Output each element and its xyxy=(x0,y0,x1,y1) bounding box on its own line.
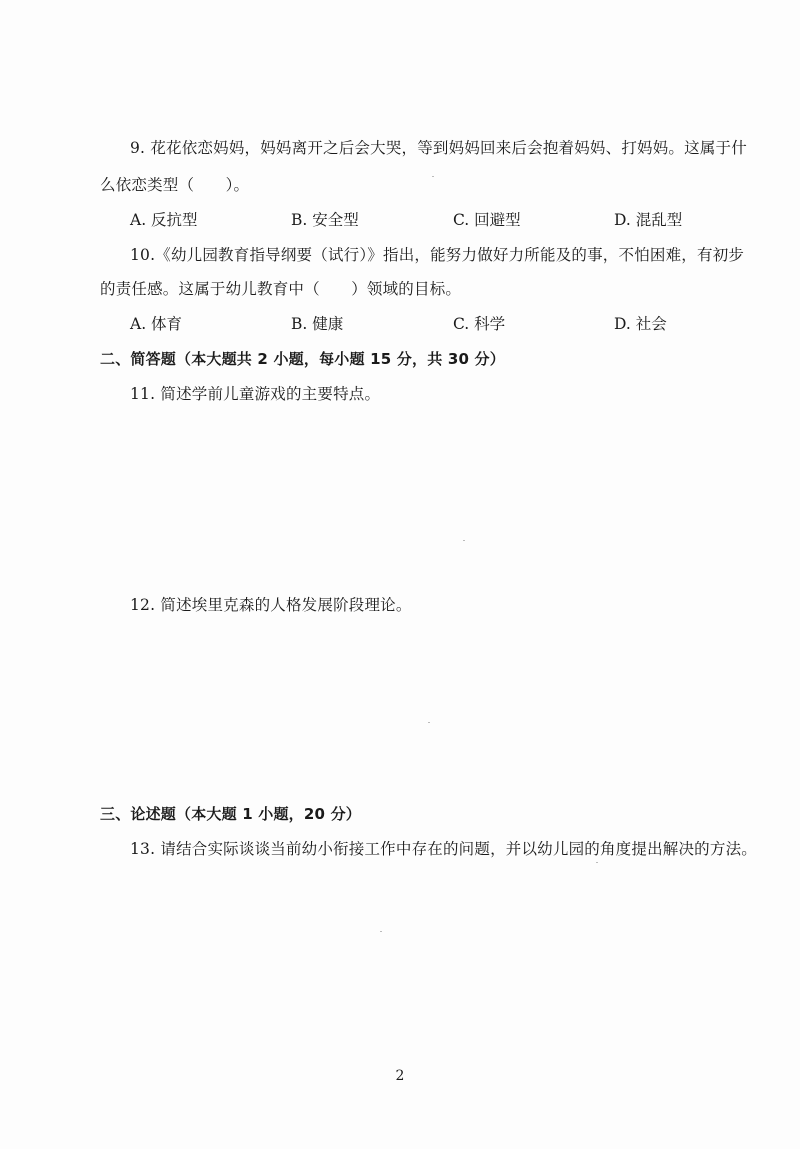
q13-prompt: 13. 请结合实际谈谈当前幼小衔接工作中存在的问题，并以幼儿园的角度提出解决的方法。 xyxy=(130,840,757,858)
q10-option-c: C. 科学 xyxy=(453,315,506,333)
section3-heading: 三、论述题（本大题 1 小题，20 分） xyxy=(100,805,361,823)
q9-option-b: B. 安全型 xyxy=(291,211,359,229)
q10-stem-line2: 的责任感。这属于幼儿教育中（ ）领域的目标。 xyxy=(100,280,462,298)
q10-option-a: A. 体育 xyxy=(130,315,183,333)
q11-prompt: 11. 简述学前儿童游戏的主要特点。 xyxy=(130,385,381,403)
q10-option-d: D. 社会 xyxy=(614,315,667,333)
q9-option-d: D. 混乱型 xyxy=(614,211,683,229)
q9-option-a: A. 反抗型 xyxy=(130,211,198,229)
page-number: 2 xyxy=(395,1068,405,1084)
scan-speck xyxy=(596,862,598,863)
q12-prompt: 12. 简述埃里克森的人格发展阶段理论。 xyxy=(130,596,412,614)
q9-stem-line2: 么依恋类型（ ）。 xyxy=(100,176,250,194)
q9-stem-line1: 9. 花花依恋妈妈，妈妈离开之后会大哭，等到妈妈回来后会抱着妈妈、打妈妈。这属于什 xyxy=(130,139,747,157)
section2-heading: 二、简答题（本大题共 2 小题，每小题 15 分，共 30 分） xyxy=(100,350,505,368)
q10-option-b: B. 健康 xyxy=(291,315,344,333)
scan-speck xyxy=(432,176,434,177)
q9-option-c: C. 回避型 xyxy=(453,211,521,229)
q10-stem-line1: 10.《幼儿园教育指导纲要（试行）》指出，能努力做好力所能及的事，不怕困难，有初步 xyxy=(130,246,745,264)
scan-speck xyxy=(428,722,430,723)
scan-speck xyxy=(463,540,465,541)
scan-speck xyxy=(380,931,382,932)
